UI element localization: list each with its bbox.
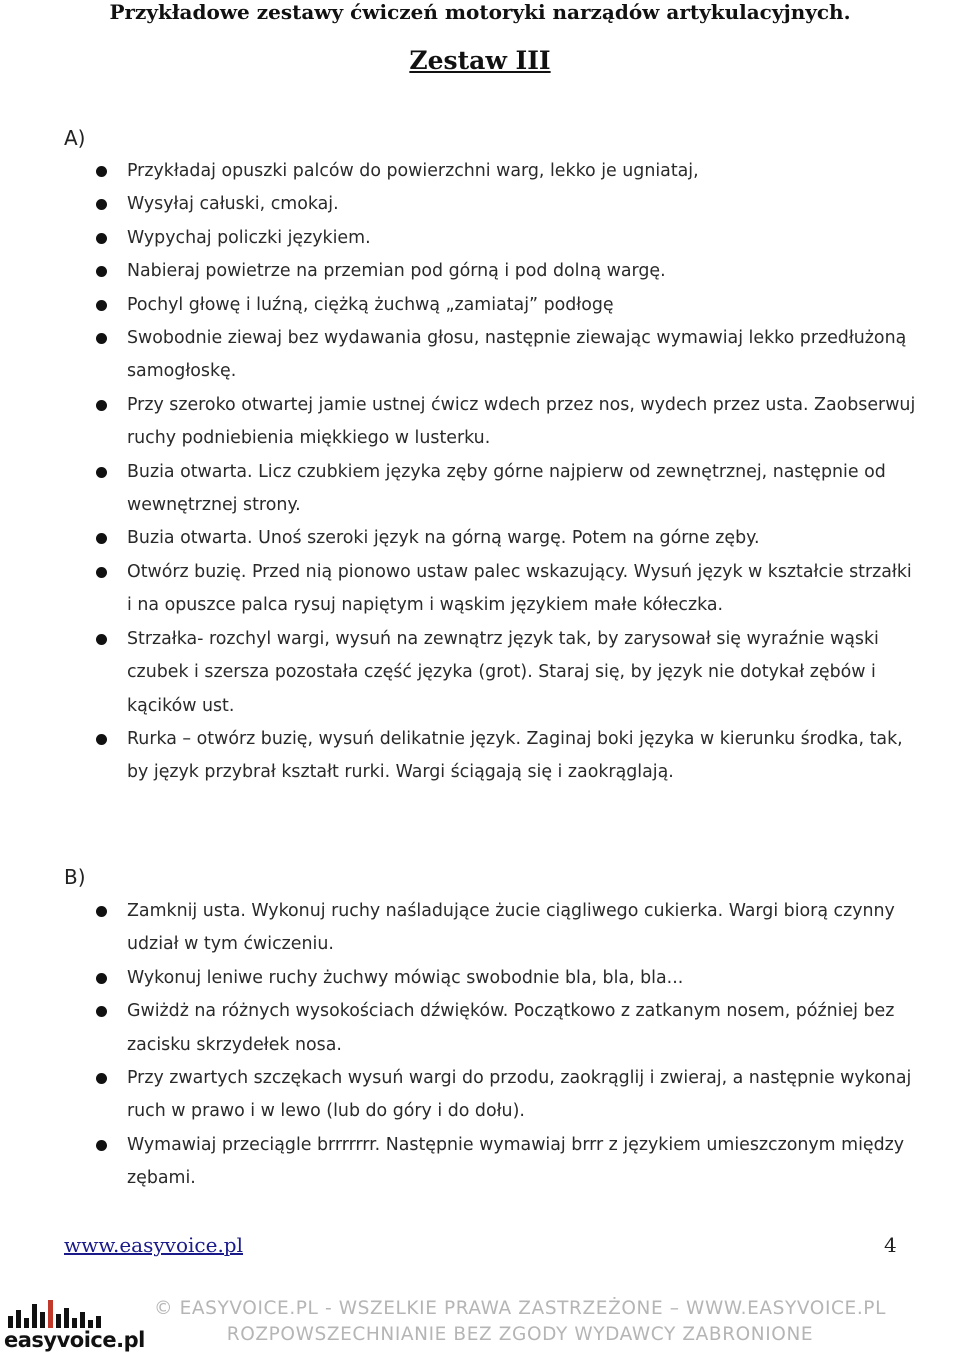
- list-item: Nabieraj powietrze na przemian pod górną i pod dolną wargę.: [96, 255, 916, 288]
- copyright-line-1: © EASYVOICE.PL - WSZELKIE PRAWA ZASTRZEŻONE – WWW.EASYVOICE.PL: [154, 1298, 886, 1319]
- list-item: Wykonuj leniwe ruchy żuchwy mówiąc swobodnie bla, bla, bla...: [96, 962, 916, 995]
- list-item: Wypychaj policzki językiem.: [96, 222, 916, 255]
- list-item: Buzia otwarta. Unoś szeroki język na górną wargę. Potem na górne zęby.: [96, 522, 916, 555]
- sound-bars-icon: [6, 1296, 126, 1328]
- logo-text: easyvoice.pl: [4, 1328, 145, 1352]
- page-number: 4: [884, 1233, 897, 1257]
- section-b-list: [96, 895, 916, 1196]
- list-item: Przy zwartych szczękach wysuń wargi do przodu, zaokrąglij i zwieraj, a następnie wykonaj ruch w prawo i w lewo (lub do góry i do dołu).: [96, 1062, 916, 1129]
- list-item: Otwórz buzię. Przed nią pionowo ustaw palec wskazujący. Wysuń język w kształcie strzałki i na opuszce palca rysuj napiętym i wąskim językiem małe kółeczka.: [96, 556, 916, 623]
- document-header-title: Przykładowe zestawy ćwiczeń motoryki narządów artykulacyjnych.: [109, 0, 851, 24]
- copyright-line-2: ROZPOWSZECHNIANIE BEZ ZGODY WYDAWCY ZABRONIONE: [226, 1324, 814, 1345]
- list-item: Wysyłaj całuski, cmokaj.: [96, 188, 916, 221]
- list-item: Swobodnie ziewaj bez wydawania głosu, następnie ziewając wymawiaj lekko przedłużoną samogłoskę.: [96, 322, 916, 389]
- section-label-a: A): [64, 126, 86, 150]
- easyvoice-logo: [4, 1296, 145, 1352]
- list-item: Strzałka- rozchyl wargi, wysuń na zewnątrz język tak, by zarysował się wyraźnie wąski czubek i szersza pozostała część języka (grot). Staraj się, by język nie dotykał zębów i kącików ust.: [96, 623, 916, 723]
- copyright-notice: [140, 1296, 900, 1348]
- set-title: Zestaw III: [409, 46, 551, 75]
- list-item: Przy szeroko otwartej jamie ustnej ćwicz wdech przez nos, wydech przez usta. Zaobserwuj ruchy podniebienia miękkiego w lusterku.: [96, 389, 916, 456]
- website-link[interactable]: www.easyvoice.pl: [64, 1233, 243, 1257]
- list-item: Wymawiaj przeciągle brrrrrrr. Następnie wymawiaj brrr z językiem umieszczonym między zębami.: [96, 1129, 916, 1196]
- list-item: Buzia otwarta. Licz czubkiem języka zęby górne najpierw od zewnętrznej, następnie od wewnętrznej strony.: [96, 456, 916, 523]
- section-a-list: [96, 155, 916, 790]
- list-item: Zamknij usta. Wykonuj ruchy naśladujące żucie ciągliwego cukierka. Wargi biorą czynny udział w tym ćwiczeniu.: [96, 895, 916, 962]
- list-item: Przykładaj opuszki palców do powierzchni warg, lekko je ugniataj,: [96, 155, 916, 188]
- list-item: Pochyl głowę i luźną, ciężką żuchwą „zamiataj” podłogę: [96, 289, 916, 322]
- list-item: Gwiżdż na różnych wysokościach dźwięków. Początkowo z zatkanym nosem, później bez zacisku skrzydełek nosa.: [96, 995, 916, 1062]
- list-item: Rurka – otwórz buzię, wysuń delikatnie język. Zaginaj boki języka w kierunku środka, tak, by język przybrał kształt rurki. Wargi ściągają się i zaokrąglają.: [96, 723, 916, 790]
- section-label-b: B): [64, 865, 86, 889]
